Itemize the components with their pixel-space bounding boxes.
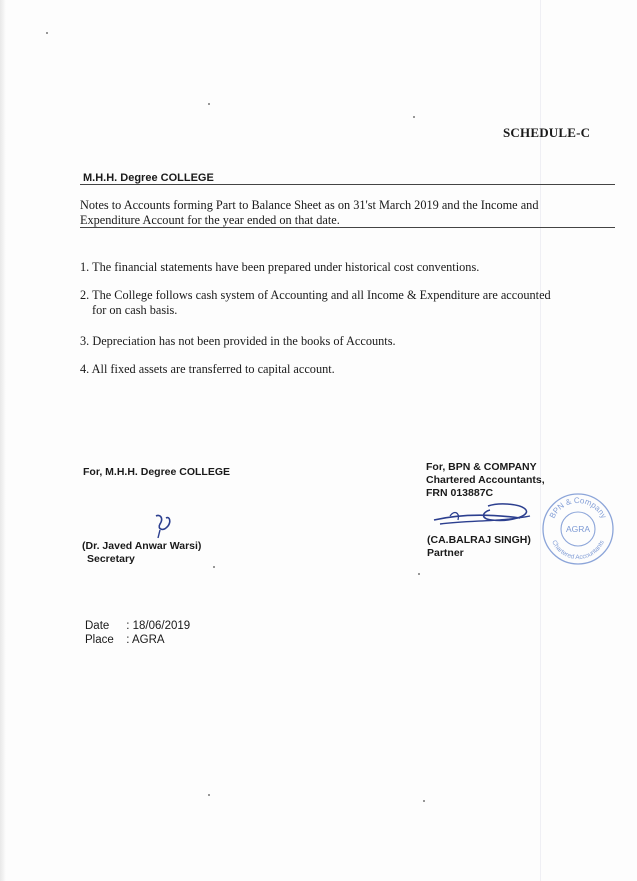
intro-paragraph: Notes to Accounts forming Part to Balance Sheet as on 31'st March 2019 and the Income and Expenditure Account for the year ended on that date. (80, 198, 539, 227)
right-signer-name: (CA.BALRAJ SINGH) (427, 534, 531, 546)
note-item (80, 362, 580, 377)
scan-speck (213, 566, 215, 568)
note-text-continuation: for on cash basis. (92, 303, 178, 317)
left-signature-scribble (150, 512, 180, 540)
right-signer-title: Partner (427, 547, 464, 559)
company-stamp (540, 491, 616, 567)
left-for-line: For, M.H.H. Degree COLLEGE (83, 466, 231, 478)
college-header: M.H.H. Degree COLLEGE (83, 172, 214, 184)
note-number: 3. (80, 334, 90, 348)
note-text: The College follows cash system of Accounting and all Income & Expenditure are accounted (92, 288, 551, 302)
schedule-label: SCHEDULE-C (503, 125, 591, 140)
date-row (85, 619, 190, 633)
stamp-bottom-text: Chartered Accountants (550, 539, 606, 562)
intro-rule (80, 227, 615, 228)
header-rule (80, 184, 615, 185)
scan-speck (208, 103, 210, 105)
date-label: Date (85, 620, 110, 632)
scan-speck (46, 32, 48, 34)
scan-speck (423, 800, 425, 802)
note-number: 2. (80, 288, 90, 302)
scan-speck (418, 573, 420, 575)
note-number: 4. (80, 362, 90, 376)
scan-speck (208, 794, 210, 796)
svg-text:BPN & Company (548, 496, 609, 520)
firm-type: Chartered Accountants, (426, 474, 545, 486)
place-label: Place (85, 634, 114, 646)
place-row (85, 633, 165, 647)
note-number: 1. (80, 260, 90, 274)
note-item (80, 260, 580, 275)
stamp-top-text: BPN & Company (547, 495, 609, 520)
date-value: : 18/06/2019 (126, 620, 191, 632)
right-signature-scribble (430, 500, 540, 534)
left-signer-title: Secretary (87, 553, 135, 565)
note-item (80, 288, 580, 318)
note-text: All fixed assets are transferred to capital account. (91, 362, 335, 376)
place-value: : AGRA (126, 634, 165, 646)
note-text: Depreciation has not been provided in the books of Accounts. (92, 334, 396, 348)
scan-edge-shadow (0, 0, 6, 881)
firm-frn: FRN 013887C (426, 487, 494, 499)
note-text: The financial statements have been prepared under historical cost conventions. (92, 260, 480, 274)
left-signer-name: (Dr. Javed Anwar Warsi) (82, 540, 202, 552)
note-item (80, 334, 580, 349)
scan-speck (413, 116, 415, 118)
stamp-center-text: AGRA (565, 524, 591, 534)
right-for-line: For, BPN & COMPANY (426, 461, 537, 473)
